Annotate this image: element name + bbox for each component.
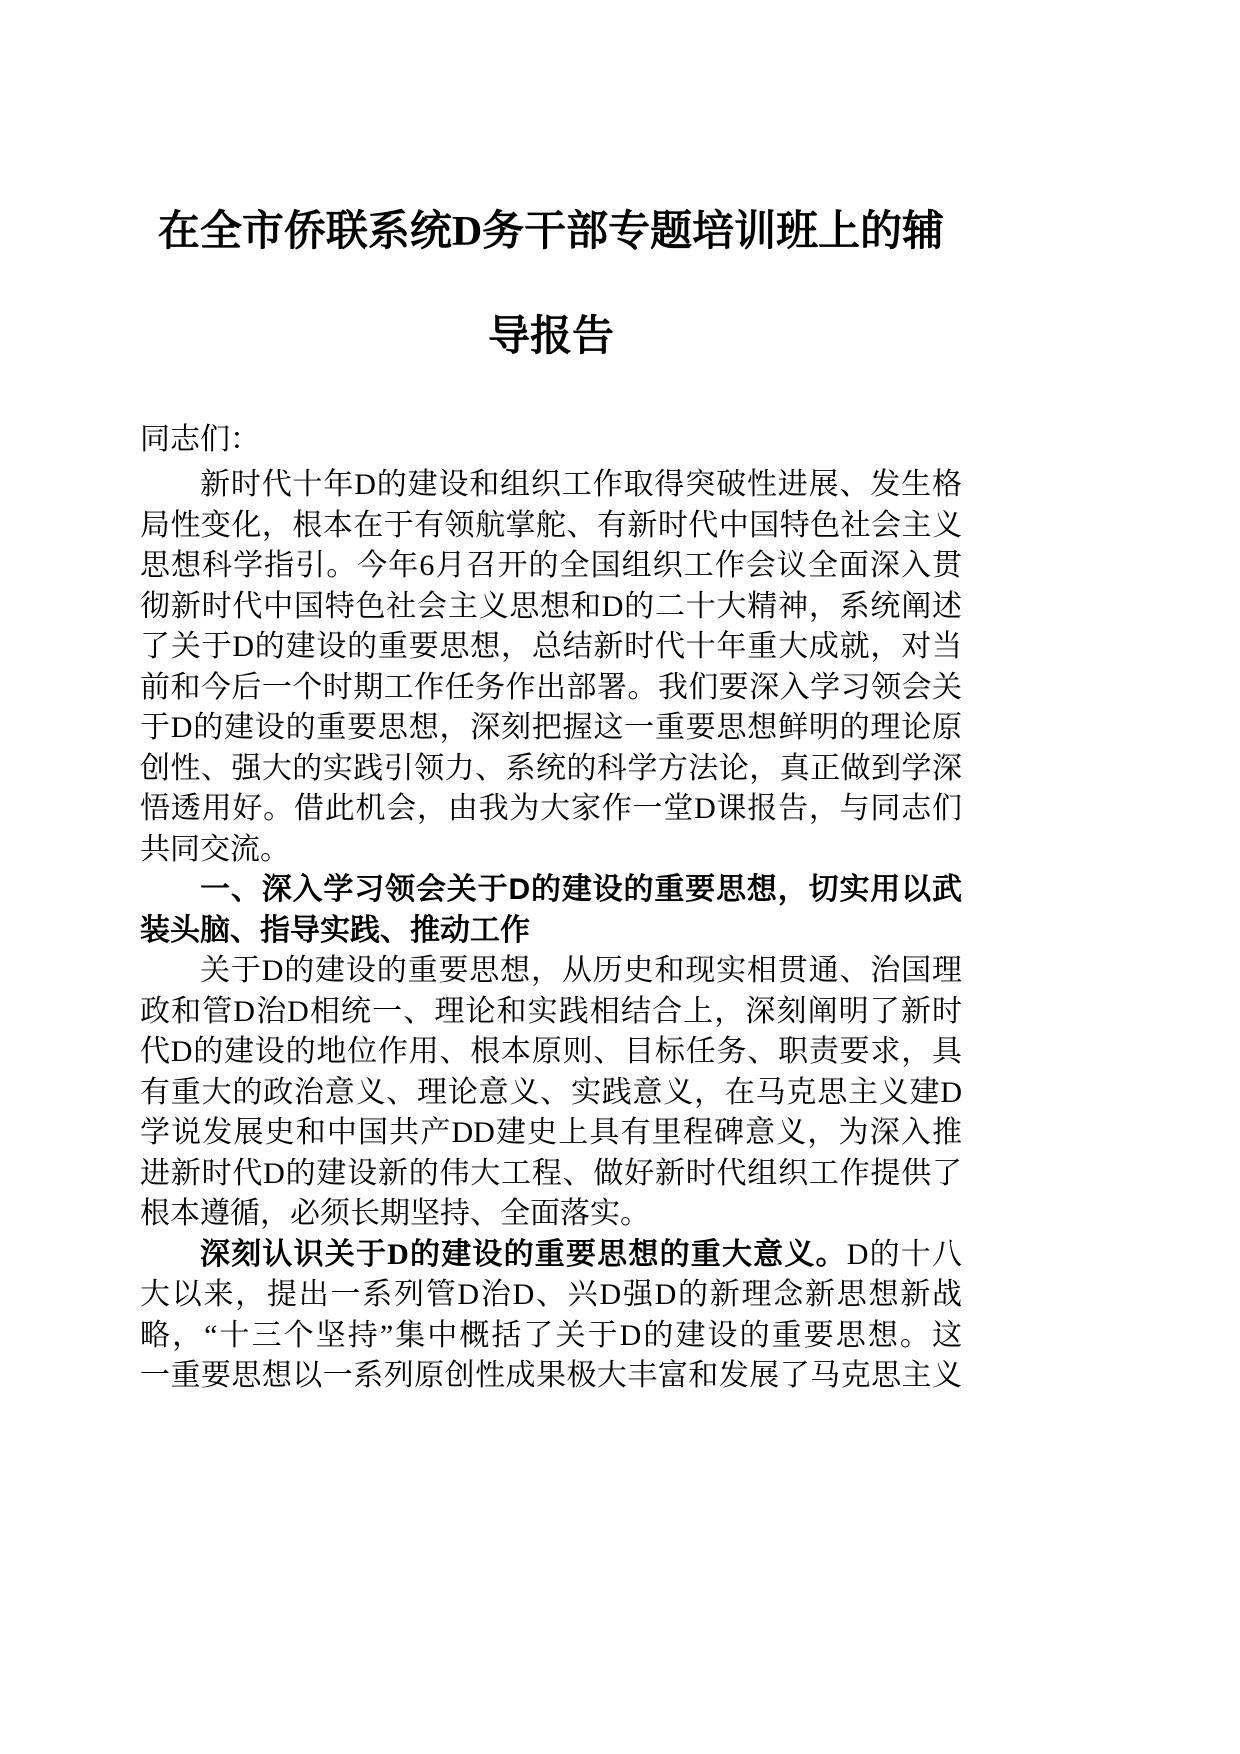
heading-line: 一、深入学习领会关于D的建设的重要思想，切实用以武 [200,873,962,906]
text-line: 共同交流。 [140,832,290,866]
body-paragraph [140,1235,962,1397]
text-run: D的十八 [846,1237,962,1271]
text-line: 新时代十年D的建设和组织工作取得突破性进展、发生格 [200,468,962,501]
text-line: 大以来，提出一系列管D治D、兴D强D的新理念新思想新战 [140,1278,962,1311]
text-line: 关于D的建设的重要思想，从历史和现实相贯通、治国理 [200,954,962,987]
text-line: 悟透用好。借此机会，由我为大家作一堂D课报告，与同志们 [140,792,962,825]
title-line: 导报告 [487,314,614,360]
salutation: 同志们： [140,423,260,456]
text-line: 思想科学指引。今年6月召开的全国组织工作会议全面深入贯 [140,549,962,582]
text-line: 有重大的政治意义、理论意义、实践意义，在马克思主义建D [140,1075,962,1109]
text-line: 代D的建设的地位作用、根本原则、目标任务、职责要求，具 [140,1035,962,1068]
heading-line: 装头脑、指导实践、推动工作 [140,913,530,947]
section-heading [140,870,962,951]
text-line: 于D的建设的重要思想，深刻把握这一重要思想鲜明的理论原 [140,711,962,744]
text-line: 略，“十三个坚持”集中概括了关于D的建设的重要思想。这 [140,1318,962,1352]
intro-paragraph [140,465,962,870]
text-line: 一重要思想以一系列原创性成果极大丰富和发展了马克思主义 [140,1359,962,1392]
text-line: 局性变化，根本在于有领航掌舵、有新时代中国特色社会主义 [140,508,962,542]
text-line: 了关于D的建设的重要思想，总结新时代十年重大成就，对当 [140,630,962,663]
body-paragraph [140,951,962,1235]
title-line: 在全市侨联系统D务干部专题培训班上的辅 [157,209,945,255]
bold-lead-sentence: 深刻认识关于D的建设的重要思想的重大意义。 [200,1237,847,1271]
text-line [140,1235,962,1276]
text-line: 学说发展史和中国共产DD建史上具有里程碑意义，为深入推 [140,1116,962,1149]
text-line: 政和管D治D相统一、理论和实践相结合上，深刻阐明了新时 [140,994,962,1028]
text-line: 彻新时代中国特色社会主义思想和D的二十大精神，系统阐述 [140,589,962,623]
text-line: 前和今后一个时期工作任务作出部署。我们要深入学习领会关 [140,670,962,704]
text-line: 进新时代D的建设新的伟大工程、做好新时代组织工作提供了 [140,1156,962,1190]
text-line: 创性、强大的实践引领力、系统的科学方法论，真正做到学深 [140,751,962,785]
document-title [140,180,962,390]
document-body [140,465,962,1397]
text-line: 根本遵循，必须长期坚持、全面落实。 [140,1197,650,1230]
